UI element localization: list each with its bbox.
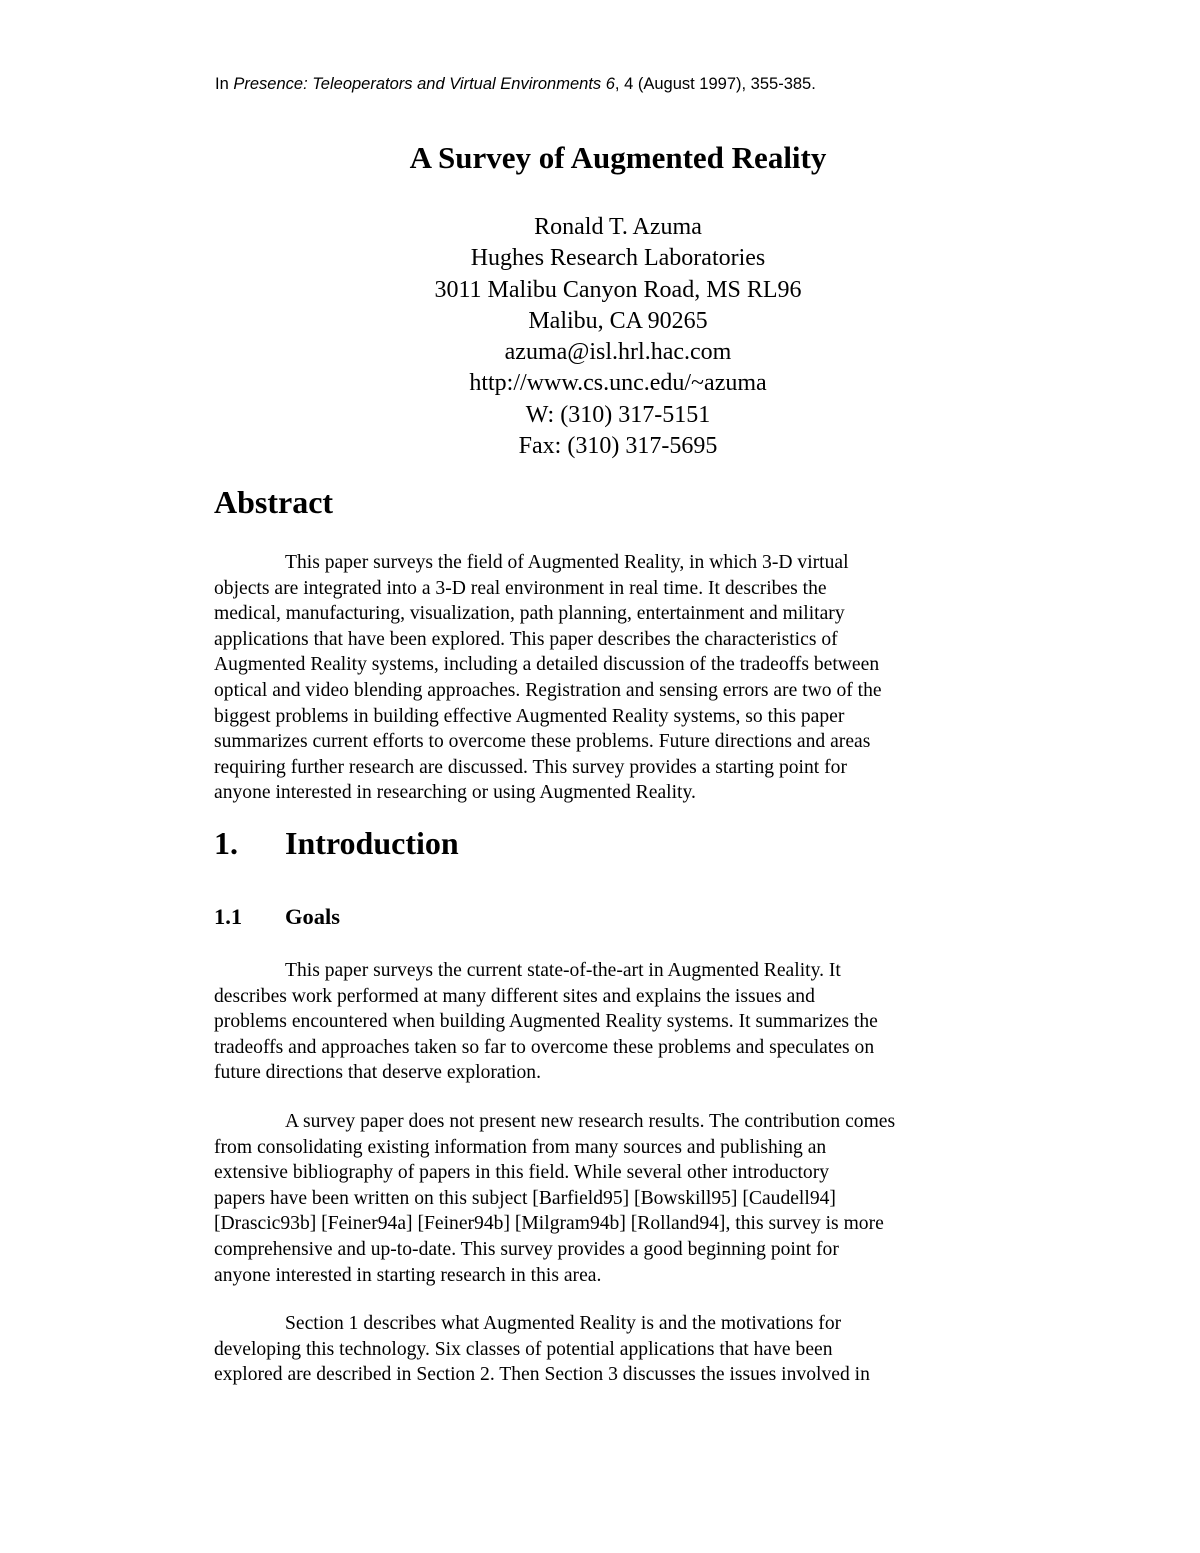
body-line: extensive bibliography of papers in this field. While several other introductory	[214, 1162, 830, 1184]
body-paragraph	[214, 958, 1044, 1086]
author-email: azuma@isl.hrl.hac.com	[504, 339, 732, 366]
author-fax: Fax: (310) 317-5695	[518, 433, 718, 460]
abstract-paragraph	[214, 550, 1044, 806]
body-line: [Drascic93b] [Feiner94a] [Feiner94b] [Milgram94b] [Rolland94], this survey is more	[214, 1213, 884, 1235]
body-paragraph	[214, 1311, 1044, 1388]
author-work-phone: W: (310) 317-5151	[525, 401, 711, 428]
section-number: 1.	[214, 825, 238, 861]
citation-journal: Presence: Teleoperators and Virtual Environments 6	[233, 75, 615, 93]
abstract-line: summarizes current efforts to overcome these problems. Future directions and areas	[214, 731, 871, 753]
body-paragraph	[214, 1109, 1044, 1288]
author-city: Malibu, CA 90265	[528, 307, 708, 334]
abstract-line: This paper surveys the field of Augmented Reality, in which 3-D virtual	[285, 552, 849, 573]
section-heading-introduction	[214, 823, 459, 863]
author-affiliation: Hughes Research Laboratories	[470, 245, 766, 272]
abstract-line: medical, manufacturing, visualization, path planning, entertainment and military	[214, 603, 845, 625]
body-line: future directions that deserve exploration.	[214, 1062, 541, 1084]
author-name: Ronald T. Azuma	[534, 214, 702, 240]
author-block	[0, 212, 1200, 462]
abstract-line: biggest problems in building effective Augmented Reality systems, so this paper	[214, 705, 845, 727]
author-street-address: 3011 Malibu Canyon Road, MS RL96	[434, 276, 802, 303]
paper-title: A Survey of Augmented Reality	[409, 140, 827, 175]
body-line: This paper surveys the current state-of-the-art in Augmented Reality. It	[285, 960, 841, 981]
abstract-heading: Abstract	[214, 484, 334, 520]
subsection-number: 1.1	[214, 904, 243, 929]
abstract-line: objects are integrated into a 3-D real environment in real time. It describes the	[214, 577, 827, 599]
subsection-title: Goals	[285, 904, 341, 929]
abstract-line: Augmented Reality systems, including a detailed discussion of the tradeoffs between	[214, 654, 880, 676]
body-line: papers have been written on this subject [Barfield95] [Bowskill95] [Caudell94]	[214, 1187, 836, 1209]
body-line: tradeoffs and approaches taken so far to overcome these problems and speculates on	[214, 1036, 875, 1058]
body-line: Section 1 describes what Augmented Reality is and the motivations for	[285, 1313, 842, 1334]
body-line: explored are described in Section 2. Then Section 3 discusses the issues involved in	[214, 1364, 870, 1386]
section-title: Introduction	[285, 825, 459, 861]
abstract-line: applications that have been explored. This paper describes the characteristics of	[214, 628, 838, 650]
citation-prefix: In	[215, 75, 234, 93]
abstract-line: optical and video blending approaches. Registration and sensing errors are two of the	[214, 679, 882, 701]
body-line: comprehensive and up-to-date. This survey provides a good beginning point for	[214, 1238, 839, 1260]
citation-suffix: , 4 (August 1997), 355-385.	[614, 75, 816, 93]
abstract-line: anyone interested in researching or using Augmented Reality.	[214, 782, 696, 804]
body-line: developing this technology. Six classes of potential applications that have been	[214, 1338, 833, 1360]
author-homepage: http://www.cs.unc.edu/~azuma	[469, 370, 767, 397]
body-line: A survey paper does not present new research results. The contribution comes	[285, 1111, 896, 1132]
citation-header	[215, 74, 816, 94]
abstract-line: requiring further research are discussed. This survey provides a starting point for	[214, 756, 847, 778]
body-line: from consolidating existing information from many sources and publishing an	[214, 1136, 827, 1158]
body-line: anyone interested in starting research in this area.	[214, 1264, 602, 1286]
body-line: describes work performed at many different sites and explains the issues and	[214, 985, 815, 1007]
body-line: problems encountered when building Augmented Reality systems. It summarizes the	[214, 1011, 878, 1033]
subsection-heading-goals	[214, 902, 340, 932]
